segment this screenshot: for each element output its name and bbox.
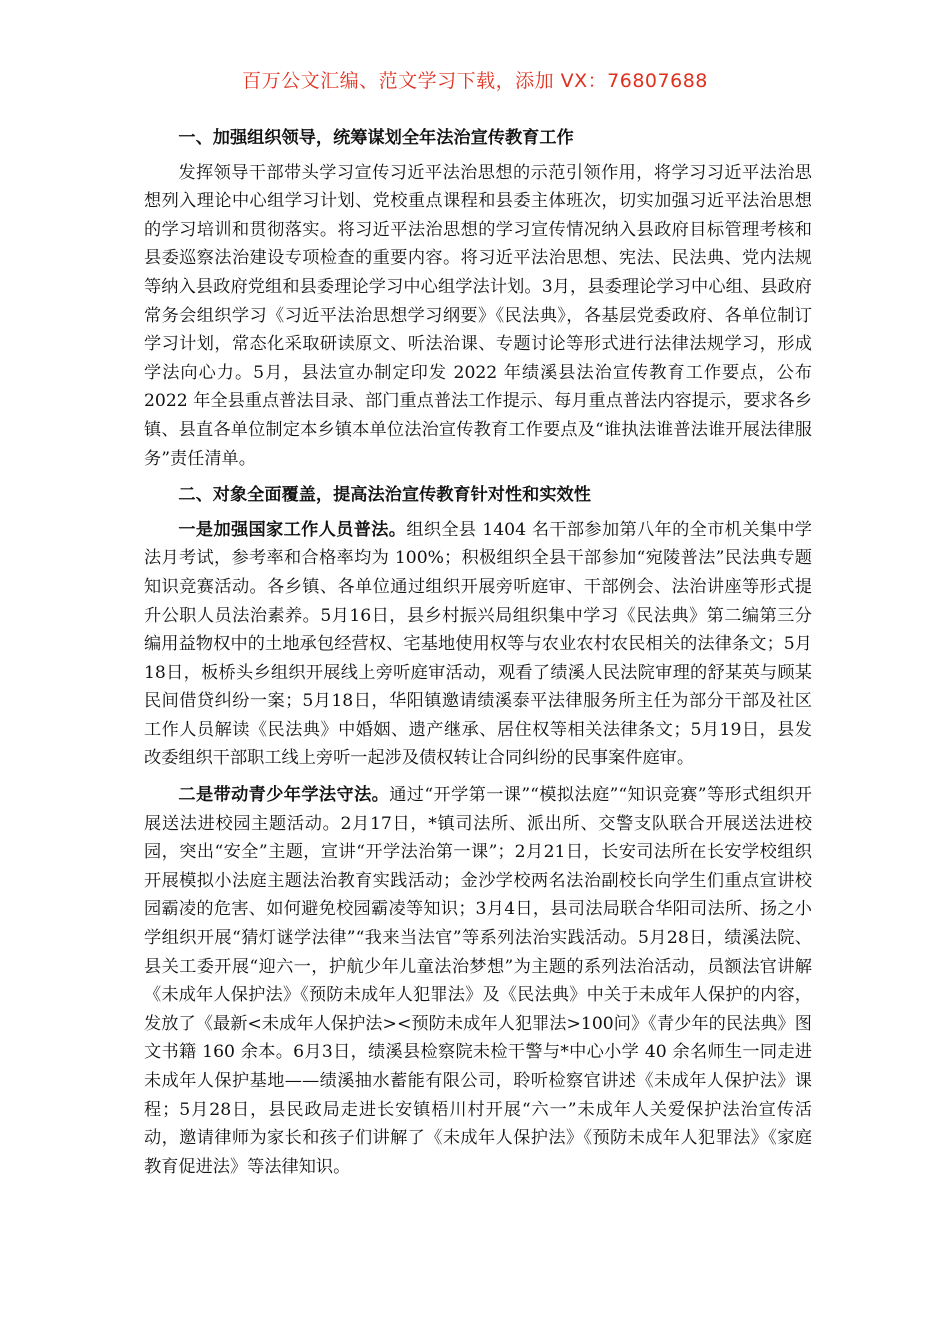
section-2-item-2	[144, 781, 812, 1181]
item-1-text: 组织全县 1404 名干部参加第八年的全市机关集中学法月考试，参考率和合格率均为 100%；积极组织全县干部参加“宛陵普法”民法典专题知识竞赛活动。各乡镇、各单位通过组织开展旁听庭审、干部例会、法治讲座等形式提升公职人员法治素养。5月16日，县乡村振兴局组织集中学习《民法典》第二编第三分编用益物权中的土地承包经营权、宅基地使用权等与农业农村农民相关的法律条文；5月18日，板桥头乡组织开展线上旁听庭审活动，观看了绩溪人民法院审理的舒某英与顾某民间借贷纠纷一案；5月18日，华阳镇邀请绩溪泰平法律服务所主任为部分干部及社区工作人员解读《民法典》中婚姻、遗产继承、居住权等相关法律条文；5月19日，县发改委组织干部职工线上旁听一起涉及债权转让合同纠纷的民事案件庭审。	[144, 519, 812, 769]
item-1-lead: 一是加强国家工作人员普法。	[178, 519, 407, 540]
watermark-text: 百万公文汇编、范文学习下载，添加 VX：76807688	[242, 70, 708, 92]
item-2-text: 通过“开学第一课”“模拟法庭”“知识竞赛”等形式组织开展送法进校园主题活动。2月17日，*镇司法所、派出所、交警支队联合开展送法进校园，突出“安全”主题，宣讲“开学法治第一课”；2月21日，长安司法所在长安学校组织开展模拟小法庭主题法治教育实践活动；金沙学校两名法治副校长向学生们重点宣讲校园霸凌的危害、如何避免校园霸凌等知识；3月4日，县司法局联合华阳司法所、扬之小学组织开展“猜灯谜学法律”“我来当法官”等系列法治实践活动。5月28日，绩溪法院、县关工委开展“迎六一，护航少年儿童法治梦想”为主题的系列法治活动，员额法官讲解《未成年人保护法》《预防未成年人犯罪法》及《民法典》中关于未成年人保护的内容，发放了《最新<未成年人保护法><预防未成年人犯罪法>100问》《青少年的民法典》图文书籍 160 余本。6月3日，绩溪县检察院未检干警与*中心小学 40 余名师生一同走进未成年人保护基地——绩溪抽水蓄能有限公司，聆听检察官讲述《未成年人保护法》课程；5月28日，县民政局走进长安镇梧川村开展“六一”未成年人关爱保护法治宣传活动，邀请律师为家长和孩子们讲解了《未成年人保护法》《预防未成年人犯罪法》《家庭教育促进法》等法律知识。	[144, 785, 812, 1177]
item-2-lead: 二是带动青少年学法守法。	[178, 785, 390, 806]
section-2-heading: 二、对象全面覆盖，提高法治宣传教育针对性和实效性	[178, 485, 591, 506]
section-1-paragraph: 发挥领导干部带头学习宣传习近平法治思想的示范引领作用，将学习习近平法治思想列入理论中心组学习计划、党校重点课程和县委主体班次，切实加强习近平法治思想的学习培训和贯彻落实。将习近平法治思想的学习宣传情况纳入县政府目标管理考核和县委巡察法治建设专项检查的重要内容。将习近平法治思想、宪法、民法典、党内法规等纳入县政府党组和县委理论学习中心组学法计划。3月，县委理论学习中心组、县政府常务会组织学习《习近平法治思想学习纲要》《民法典》，各基层党委政府、各单位制订学习计划，常态化采取研读原文、听法治课、专题讨论等形式进行法律法规学习，形成学法向心力。5月，县法宣办制定印发 2022 年绩溪县法治宣传教育工作要点，公布 2022 年全县重点普法目录、部门重点普法工作提示、每月重点普法内容提示，要求各乡镇、县直各单位制定本乡镇本单位法治宣传教育工作要点及“谁执法谁普法谁开展法律服务”责任清单。	[144, 162, 812, 469]
section-1-heading: 一、加强组织领导，统筹谋划全年法治宣传教育工作	[178, 128, 574, 148]
section-2-item-1	[144, 516, 812, 773]
document-body	[144, 124, 812, 1189]
